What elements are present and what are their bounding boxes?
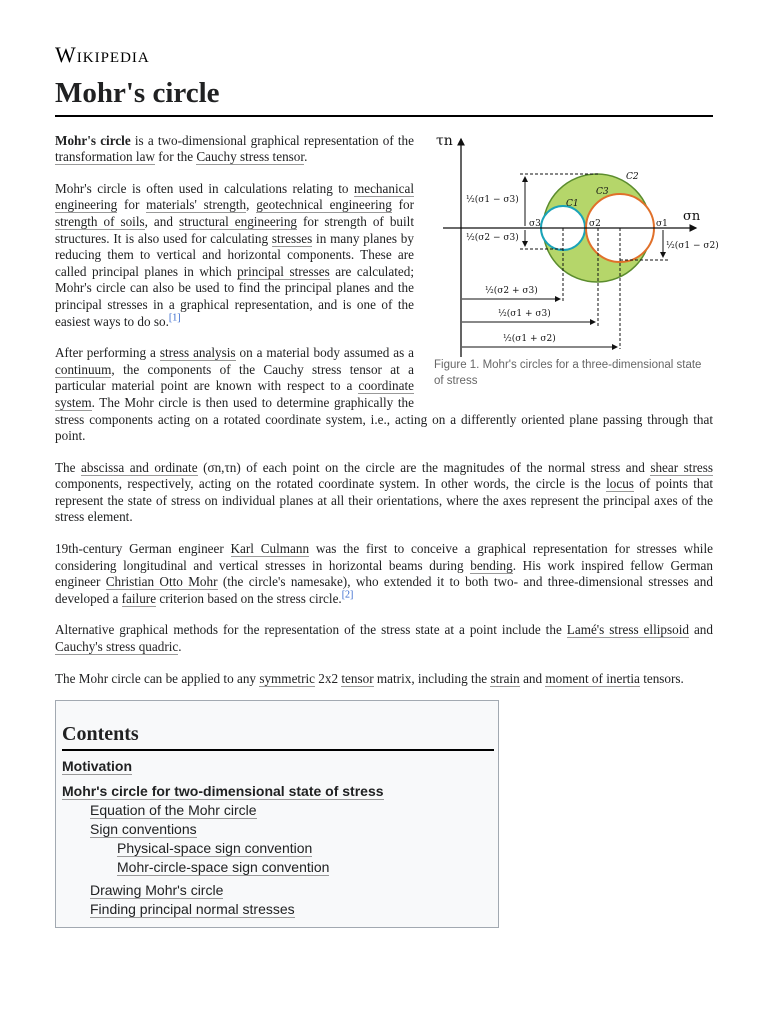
half-s2-minus-s3: ½(σ2 − σ3) [466, 232, 519, 243]
text-run: of points that represent the state of stress on individual planes at all their orientations, where the axes represent the principal axes of the stress element. [55, 476, 713, 525]
half-s2-plus-s3: ½(σ2 + σ3) [485, 285, 538, 296]
toc-link[interactable]: Physical-space sign convention [117, 840, 313, 857]
c2-label: C2 [626, 171, 639, 182]
text-run: matrix, including the [373, 670, 491, 686]
sigma-axis-label: σn [683, 208, 701, 224]
article-link[interactable]: symmetric [259, 670, 315, 686]
article-link[interactable]: strain [490, 670, 520, 686]
text-run: for [391, 197, 414, 213]
text-run: criterion based on the stress circle. [156, 590, 342, 606]
toc-list [62, 757, 494, 919]
toc-link[interactable]: Motivation [62, 758, 132, 775]
toc-heading: Contents [62, 721, 494, 751]
text-run: for [117, 197, 147, 213]
article-link[interactable]: continuum [55, 361, 112, 377]
article-link[interactable]: Cauchy's stress quadric [55, 639, 179, 655]
paragraph [55, 460, 713, 526]
half-s1-minus-s3: ½(σ1 − σ3) [466, 194, 519, 205]
c1-label: C1 [566, 198, 579, 209]
text-run: . [178, 639, 182, 655]
article-link[interactable]: tensor [341, 670, 374, 686]
text-run: Alternative graphical methods for the representation of the stress state at a point include the [55, 622, 567, 638]
table-of-contents [55, 700, 499, 928]
article-link[interactable]: mechanical engineering [55, 180, 414, 213]
half-s1-plus-s2: ½(σ1 + σ2) [503, 333, 556, 344]
toc-link[interactable]: Drawing Mohr's circle [90, 882, 224, 899]
article-link[interactable]: stresses [271, 230, 313, 246]
text-run: was the first to conceive a graphical representation for stresses while considering longitudinal and vertical stresses in horizontal beams during [55, 541, 713, 573]
c3-label: C3 [596, 186, 609, 197]
text-run: After performing a [55, 345, 160, 361]
article-link[interactable]: bending [470, 557, 513, 573]
mohr-circle-diagram[interactable] [428, 127, 719, 357]
text-run: Mohr's circle is often used in calculations relating to [55, 180, 354, 196]
text-run: The Mohr circle can be applied to any [55, 670, 260, 686]
article-link[interactable]: structural engineering [178, 213, 298, 229]
text-run: on a material body assumed as a [235, 345, 414, 361]
toc-item [62, 757, 494, 776]
article [55, 0, 719, 928]
sigma3-label: σ3 [529, 218, 541, 229]
text-run: . His work inspired fellow German engineer [55, 557, 713, 590]
article-link[interactable]: abscissa and ordinate [81, 459, 198, 475]
article-link[interactable]: Christian Otto Mohr [105, 574, 218, 590]
text-run: (σn,τn) of each point on the circle are the magnitudes of the normal stress and [197, 459, 651, 475]
article-link[interactable]: failure [121, 590, 157, 606]
citation-link[interactable]: [1] [168, 312, 181, 324]
page-title: Mohr's circle [55, 76, 713, 117]
toc-item [62, 881, 494, 900]
article-link[interactable]: Karl Culmann [230, 541, 310, 557]
text-run: in many planes by reducing them to vertical and horizontal components. These are called principal planes in which [55, 230, 414, 279]
toc-link[interactable]: Mohr-circle-space sign convention [117, 859, 330, 876]
article-link[interactable]: Lamé's stress ellipsoid [566, 622, 689, 638]
text-run: components, respectively, acting on the rotated coordinate system. In other words, the circle is the [55, 476, 607, 492]
toc-link[interactable]: Equation of the Mohr circle [90, 802, 257, 819]
toc-link[interactable]: Finding principal normal stresses [90, 901, 295, 918]
toc-link[interactable]: Mohr's circle for two-dimensional state of stress [62, 783, 384, 800]
toc-item [62, 900, 494, 919]
text-run: are calculated; Mohr's circle can also be used to find the principal planes and the principal stresses in a graphical representation, and is one of the easiest ways to do so. [55, 263, 414, 329]
text-run: . [304, 149, 308, 165]
text-run: , and [144, 213, 179, 229]
half-s1-plus-s3: ½(σ1 + σ3) [498, 308, 551, 319]
article-body [55, 132, 719, 688]
sigma2-label: σ2 [589, 218, 601, 229]
half-s1-minus-s2: ½(σ1 − σ2) [666, 240, 719, 251]
toc-item [62, 839, 494, 858]
article-link[interactable]: transformation law [55, 149, 155, 165]
text-run: . The Mohr circle is then used to determine graphically the stress components acting on a rotated coordinate system, i.e., acting on a differently oriented plane passing through that point. [55, 394, 713, 444]
text-run: for strength of built structures. It is also used for calculating [55, 213, 414, 246]
article-link[interactable]: geotechnical engineering [256, 197, 392, 213]
text-run: 19th-century German engineer [55, 541, 231, 557]
article-link[interactable]: stress analysis [159, 345, 236, 361]
text-run: for the [154, 149, 197, 165]
text-run: 2x2 [315, 670, 342, 686]
text-run: (the circle's namesake), who extended it to both two- and three-dimensional stresses and developed a [55, 574, 713, 606]
text-run: and [688, 622, 713, 638]
text-run: and [519, 670, 546, 686]
article-link[interactable]: moment of inertia [545, 670, 640, 686]
article-link[interactable]: principal stresses [237, 263, 330, 279]
wikipedia-logo[interactable]: Wikipedia [55, 42, 150, 67]
paragraph [55, 541, 713, 607]
toc-item [62, 801, 494, 820]
figure-caption: Figure 1. Mohr's circles for a three-dimensional state of stress [434, 358, 702, 387]
toc-item [62, 782, 494, 801]
toc-item [62, 858, 494, 877]
citation-link[interactable]: [2] [341, 589, 354, 601]
article-link[interactable]: materials' strength [146, 197, 247, 213]
article-link[interactable]: strength of soils [55, 213, 145, 229]
text-run: is a two-dimensional graphical representation of the [130, 132, 415, 148]
article-link[interactable]: shear stress [650, 459, 713, 475]
sigma1-label: σ1 [656, 218, 668, 229]
toc-item [62, 820, 494, 839]
text-run: tensors. [639, 670, 684, 686]
bold-term: Mohr's circle [55, 132, 131, 148]
toc-link[interactable]: Sign conventions [90, 821, 197, 838]
article-link[interactable]: locus [606, 476, 634, 492]
article-link[interactable]: coordinate system [55, 378, 414, 410]
text-run: , the components of the Cauchy stress tensor at a particular material point are known with respect to a [55, 361, 414, 394]
article-link[interactable]: Cauchy stress tensor [196, 149, 305, 165]
figure-mohr-circles [428, 127, 719, 389]
paragraph [55, 671, 713, 688]
text-run: , [246, 197, 257, 213]
tau-axis-label: τn [436, 132, 453, 149]
text-run: The [55, 459, 82, 475]
paragraph [55, 622, 713, 655]
